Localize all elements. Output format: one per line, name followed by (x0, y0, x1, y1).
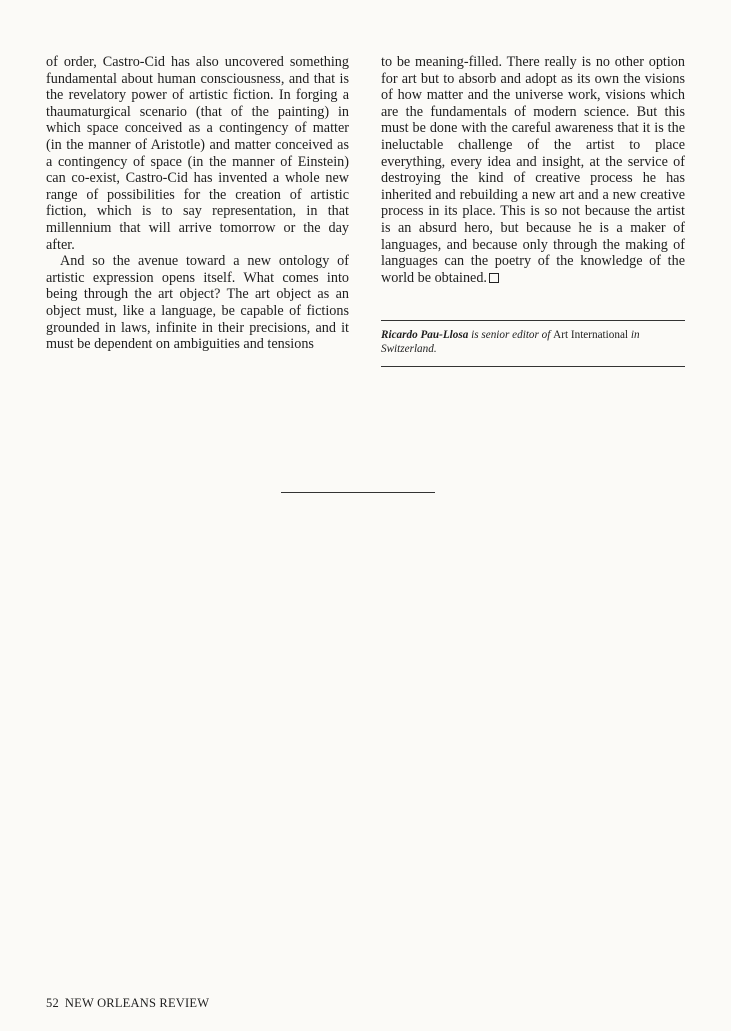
author-bio (381, 328, 685, 356)
bio-bottom-rule (381, 366, 685, 367)
article-paragraph: of order, Castro-Cid has also uncovered something fundamental about human consciousness, and that is the revelatory power of artistic fiction. In forging a thaumaturgical scenario (that of the painting) in which space conceived as a contingency of matter (in the manner of Aristotle) and matter conceived as a contingency of space (in the manner of Einstein) can co-exist, Castro-Cid has invented a whole new range of possibilities for the creation of artistic fiction, which is to say representation, in that millennium that will arrive tomorrow or the day after. (46, 54, 349, 253)
article-paragraph: And so the avenue toward a new ontology of artistic expression opens itself. What comes into being through the art object? The art object as an object must, like a language, be capable of fictions grounded in laws, infinite in their precisions, and it must be dependent on ambiguities and tensions (46, 253, 349, 353)
article-column-right (381, 54, 685, 286)
page-footer (46, 996, 209, 1011)
page-number: 52 (46, 996, 59, 1010)
article-paragraph-text: to be meaning-filled. There really is no other option for art but to absorb and adopt as its own the visions of how matter and the universe work, visions which are the fundamentals of modern science. But this must be done with the careful awareness that it is the ineluctable challenge of the artist to place everything, every idea and insight, at the service of destroying the kind of creative process he has inherited and rebuilding a new art and a new creative process in its place. This is so not because the artist is an absurd hero, but because he is a maker of languages, and because only through the making of languages can the poetry of the knowledge of the world be obtained. (381, 54, 685, 286)
publication-name: NEW ORLEANS REVIEW (64, 996, 210, 1010)
bio-text: is senior editor of (468, 329, 554, 341)
bio-top-rule (381, 320, 685, 321)
end-of-article-mark (489, 273, 499, 283)
section-divider-rule (281, 492, 435, 493)
bio-text-end: in Switzerland. (381, 329, 640, 355)
article-paragraph (381, 54, 685, 286)
bio-magazine-name: Art International (553, 329, 629, 341)
article-column-left (46, 54, 349, 353)
bio-author-name: Ricardo Pau-Llosa (381, 329, 469, 341)
